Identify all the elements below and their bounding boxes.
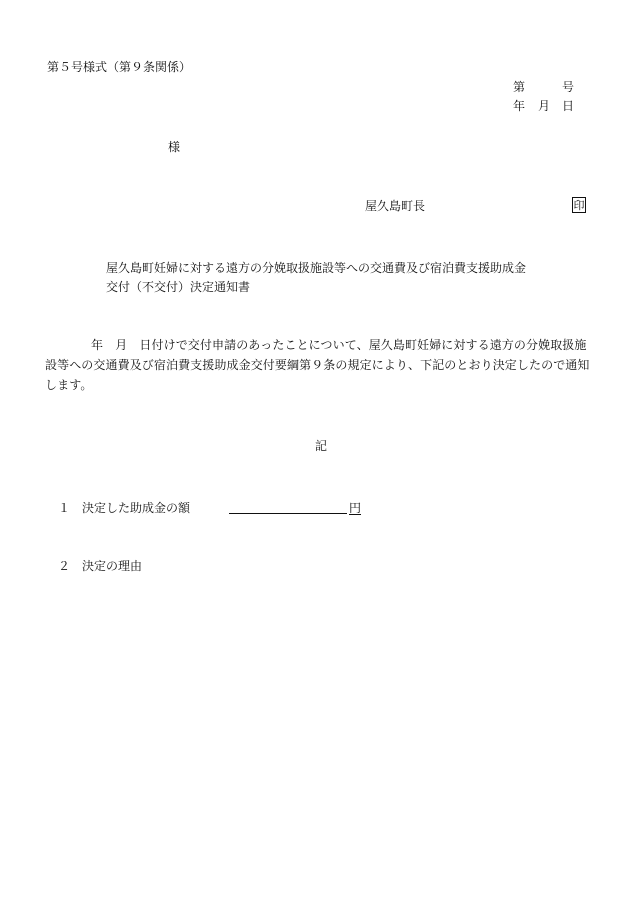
date-year-label: 年: [513, 99, 526, 113]
doc-number-label: 第: [513, 80, 526, 94]
doc-number-suffix: 号: [562, 80, 575, 94]
ki-heading: 記: [315, 439, 328, 453]
date-day-label: 日: [562, 99, 575, 113]
seal-mark: 印: [573, 198, 585, 212]
document-title-line2: 交付（不交付）決定通知書: [106, 280, 251, 294]
item-label-grant-amount: 決定した助成金の額: [82, 501, 191, 515]
amount-unit: 円: [349, 501, 362, 515]
notice-body-text: 年 月 日付けで交付申請のあったことについて、屋久島町妊婦に対する遠方の分娩取扱施設等への交通費及び宿泊費支援助成金交付要綱第９条の規定により、下記のとおり決定したので通知します。: [45, 338, 590, 392]
item-number: １: [58, 501, 71, 515]
item-label-decision-reason: 決定の理由: [82, 559, 143, 573]
date-month-label: 月: [538, 99, 551, 113]
form-number: 第５号様式（第９条関係）: [47, 60, 192, 74]
item-number: ２: [58, 559, 71, 573]
document-title-line1: 屋久島町妊婦に対する遠方の分娩取扱施設等への交通費及び宿泊費支援助成金: [106, 261, 527, 275]
amount-blank-line: [229, 500, 347, 514]
addressee-honorific: 様: [168, 140, 181, 154]
issuer-title: 屋久島町長: [365, 199, 426, 213]
